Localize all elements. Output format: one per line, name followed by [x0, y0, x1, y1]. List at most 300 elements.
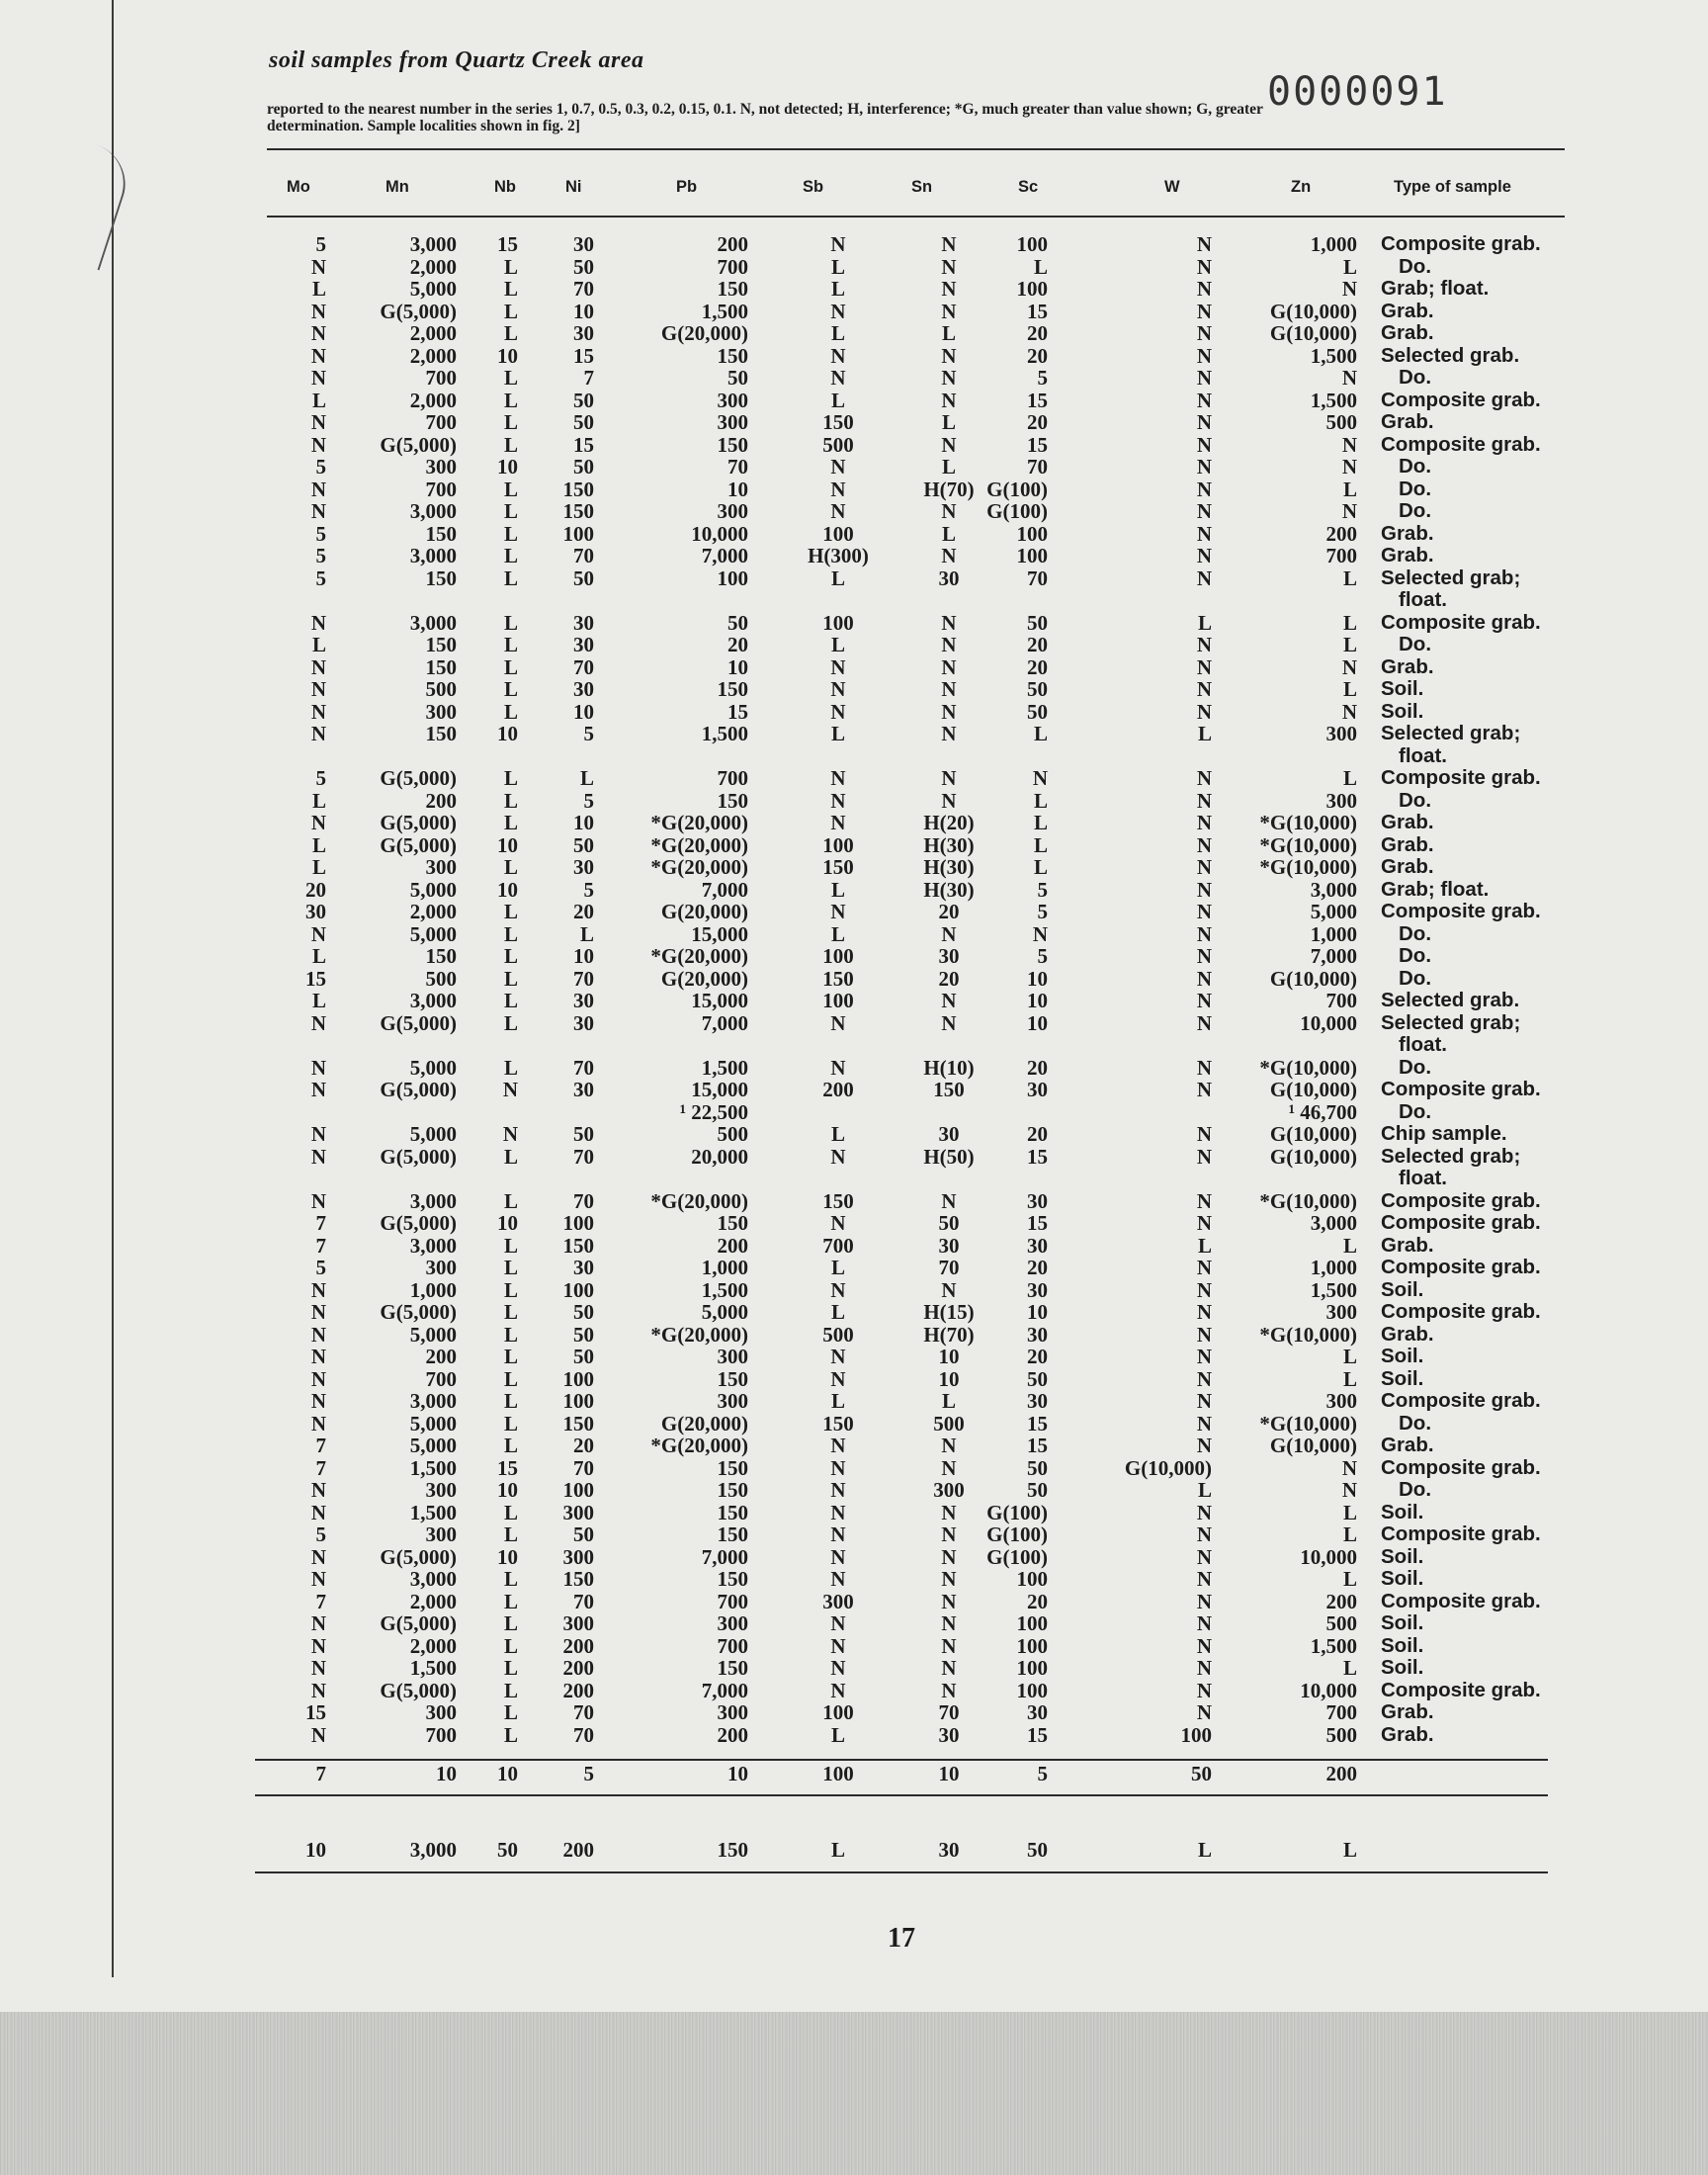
- cell-sn: 500: [933, 1412, 965, 1436]
- cell-sb: N: [830, 1501, 846, 1524]
- cell-w: N: [1196, 1434, 1212, 1457]
- cell-nb: L: [503, 1011, 518, 1035]
- cell-pb: 10: [727, 655, 748, 679]
- cell-sb: N: [830, 1656, 846, 1680]
- cell-ni: 50: [573, 410, 594, 434]
- cell-ni: 300: [562, 1545, 594, 1569]
- cell-pb: 300: [717, 389, 748, 412]
- cell-sb: 100: [822, 522, 854, 546]
- cell-sb: 100: [822, 944, 854, 968]
- cell-sn: 30: [938, 566, 960, 590]
- cell-sc: 70: [1027, 566, 1048, 590]
- cell-type: Soil.: [1381, 1501, 1424, 1523]
- cell-zn: *G(10,000): [1259, 855, 1357, 879]
- cell-w: N: [1196, 633, 1212, 656]
- cell-sn: 70: [938, 1256, 960, 1279]
- cell-zn: 500: [1325, 1723, 1357, 1747]
- cell-nb: 10: [497, 1762, 518, 1785]
- cell-nb: L: [503, 766, 518, 790]
- cell-type: Composite grab.: [1381, 766, 1541, 789]
- cell-sn: N: [941, 1545, 957, 1569]
- cell-mo: 5: [315, 566, 326, 590]
- cell-mo: 7: [315, 1434, 326, 1457]
- cell-nb: L: [503, 410, 518, 434]
- cell-sn: 300: [933, 1478, 965, 1502]
- cell-nb: L: [503, 1723, 518, 1747]
- cell-w: L: [1197, 722, 1212, 745]
- cell-zn: L: [1342, 1567, 1357, 1591]
- cell-ni: 15: [573, 344, 594, 368]
- cell-mn: 150: [425, 944, 457, 968]
- cell-sb: 700: [822, 1234, 854, 1258]
- cell-sc: 30: [1027, 1389, 1048, 1413]
- cell-sn: N: [941, 232, 957, 256]
- cell-ni: 20: [573, 1434, 594, 1457]
- cell-ni: 30: [573, 855, 594, 879]
- table-row: [0, 1680, 1708, 1701]
- cell-w: N: [1196, 900, 1212, 923]
- cell-mn: 1,500: [409, 1501, 457, 1524]
- cell-mo: L: [311, 633, 326, 656]
- cell-mo: N: [310, 1300, 326, 1324]
- cell-pb: 700: [717, 766, 748, 790]
- cell-type: Grab.: [1381, 1723, 1434, 1746]
- cell-sc: 15: [1027, 300, 1048, 323]
- cell-zn: L: [1342, 1656, 1357, 1680]
- cell-pb: 300: [717, 1700, 748, 1724]
- cell-type: Grab.: [1381, 410, 1434, 433]
- cell-mo: N: [310, 677, 326, 701]
- cell-mn: G(5,000): [380, 766, 457, 790]
- cell-mn: 700: [425, 1367, 457, 1391]
- cell-mn: 5,000: [409, 1412, 457, 1436]
- table-row: [0, 589, 1708, 611]
- cell-sc: G(100): [986, 1522, 1048, 1546]
- cell-nb: 10: [497, 833, 518, 857]
- cell-zn: G(10,000): [1269, 300, 1357, 323]
- cell-mo: 10: [305, 1838, 326, 1862]
- cell-sn: 20: [938, 967, 960, 991]
- cell-pb: 200: [717, 1234, 748, 1258]
- cell-type: Grab.: [1381, 544, 1434, 566]
- cell-zn: 500: [1325, 410, 1357, 434]
- cell-ni: 50: [573, 255, 594, 279]
- column-header-nb: Nb: [494, 178, 516, 196]
- cell-sb: N: [830, 811, 846, 834]
- cell-mn: 500: [425, 677, 457, 701]
- cell-sb: 300: [822, 1590, 854, 1613]
- column-header-sb: Sb: [803, 178, 824, 196]
- table-row: [0, 367, 1708, 389]
- cell-mo: 5: [315, 766, 326, 790]
- cell-sn: N: [941, 789, 957, 813]
- cell-pb: 20,000: [691, 1145, 748, 1169]
- cell-type: Composite grab.: [1381, 1211, 1541, 1234]
- cell-zn: 300: [1325, 1389, 1357, 1413]
- cell-mo: N: [310, 1011, 326, 1035]
- cell-zn: N: [1341, 1456, 1357, 1480]
- cell-ni: 30: [573, 677, 594, 701]
- cell-sc: L: [1033, 855, 1048, 879]
- cell-pb: 50: [727, 366, 748, 390]
- cell-ni: 70: [573, 655, 594, 679]
- cell-zn: L: [1342, 1345, 1357, 1368]
- cell-sc: L: [1033, 255, 1048, 279]
- cell-pb: 70: [727, 455, 748, 478]
- cell-zn: N: [1341, 1478, 1357, 1502]
- cell-sc: 100: [1016, 522, 1048, 546]
- cell-sb: 150: [822, 1189, 854, 1213]
- cell-mo: L: [311, 989, 326, 1012]
- table-row: [0, 1257, 1708, 1278]
- cell-zn: 3,000: [1310, 1211, 1357, 1235]
- table-row: [0, 478, 1708, 500]
- cell-zn: *G(10,000): [1259, 1412, 1357, 1436]
- cell-sc: L: [1033, 811, 1048, 834]
- cell-sb: L: [830, 1256, 846, 1279]
- cell-nb: L: [503, 1323, 518, 1347]
- table-row: [0, 1657, 1708, 1679]
- cell-w: N: [1196, 922, 1212, 946]
- cell-zn: G(10,000): [1269, 321, 1357, 345]
- cell-w: N: [1196, 1389, 1212, 1413]
- cell-sc: 100: [1016, 544, 1048, 567]
- cell-nb: 50: [497, 1838, 518, 1862]
- cell-pb: 50: [727, 611, 748, 635]
- cell-mn: G(5,000): [380, 1679, 457, 1702]
- cell-mo: N: [310, 1656, 326, 1680]
- cell-pb: 1,000: [701, 1256, 748, 1279]
- table-top-rule: [267, 148, 1565, 150]
- cell-zn: N: [1341, 277, 1357, 301]
- cell-mn: 150: [425, 722, 457, 745]
- cell-nb: L: [503, 811, 518, 834]
- cell-nb: L: [503, 1234, 518, 1258]
- cell-ni: 70: [573, 967, 594, 991]
- cell-nb: L: [503, 544, 518, 567]
- cell-zn: 10,000: [1300, 1679, 1357, 1702]
- cell-mo: N: [310, 366, 326, 390]
- cell-w: N: [1196, 478, 1212, 501]
- cell-zn: 200: [1325, 1762, 1357, 1785]
- cell-sc: 20: [1027, 321, 1048, 345]
- cell-sb: 150: [822, 967, 854, 991]
- cell-nb: N: [502, 1122, 518, 1146]
- cell-ni: 150: [562, 1567, 594, 1591]
- cell-sc: N: [1032, 766, 1048, 790]
- cell-nb: L: [503, 1189, 518, 1213]
- cell-sc: 100: [1016, 277, 1048, 301]
- cell-type: float.: [1399, 588, 1447, 611]
- cell-sn: H(30): [923, 833, 975, 857]
- cell-pb: 300: [717, 1389, 748, 1413]
- cell-sc: 5: [1037, 366, 1048, 390]
- cell-ni: 70: [573, 277, 594, 301]
- cell-nb: 10: [497, 1478, 518, 1502]
- table-row: [0, 1168, 1708, 1189]
- headnote-line-1: reported to the nearest number in the series 1, 0.7, 0.5, 0.3, 0.2, 0.15, 0.1. N, not detected; H, interference; *G, much greater than value shown; G, greater: [267, 101, 1263, 118]
- cell-w: 100: [1180, 1723, 1212, 1747]
- cell-nb: L: [503, 1256, 518, 1279]
- cell-sc: 30: [1027, 1323, 1048, 1347]
- table-row: [0, 1479, 1708, 1501]
- cell-zn: 1,500: [1310, 1278, 1357, 1302]
- cell-sc: 100: [1016, 1567, 1048, 1591]
- cell-mo: 20: [305, 878, 326, 902]
- cell-sb: N: [830, 455, 846, 478]
- cell-pb: G(20,000): [660, 321, 748, 345]
- cell-ni: 150: [562, 499, 594, 523]
- cell-mo: N: [310, 655, 326, 679]
- table-row: [0, 990, 1708, 1011]
- cell-ni: 10: [573, 700, 594, 724]
- cell-zn: 700: [1325, 544, 1357, 567]
- cell-mo: N: [310, 344, 326, 368]
- cell-zn: 1,500: [1310, 1634, 1357, 1658]
- cell-mn: 500: [425, 967, 457, 991]
- table-row: [0, 1435, 1708, 1456]
- cell-sb: N: [830, 478, 846, 501]
- cell-sn: N: [941, 433, 957, 457]
- cell-pb: 10,000: [691, 522, 748, 546]
- cell-sb: L: [830, 1122, 846, 1146]
- table-row: [0, 968, 1708, 990]
- cell-zn: 300: [1325, 1300, 1357, 1324]
- cell-mo: N: [310, 1345, 326, 1368]
- cell-mo: 5: [315, 1522, 326, 1546]
- column-header-sn: Sn: [911, 178, 933, 196]
- table-row: [0, 656, 1708, 678]
- table-row: [0, 322, 1708, 344]
- cell-sn: N: [941, 544, 957, 567]
- table-row: [0, 612, 1708, 634]
- cell-mo: N: [310, 1723, 326, 1747]
- cell-pb: 7,000: [701, 1545, 748, 1569]
- cell-type: Composite grab.: [1381, 1679, 1541, 1701]
- cell-nb: N: [502, 1078, 518, 1101]
- cell-sn: 150: [933, 1078, 965, 1101]
- cell-pb: 15: [727, 700, 748, 724]
- cell-mo: N: [310, 1611, 326, 1635]
- cell-sc: 50: [1027, 611, 1048, 635]
- cell-sb: 150: [822, 855, 854, 879]
- cell-pb: 1,500: [701, 1278, 748, 1302]
- cell-sb: N: [830, 1211, 846, 1235]
- cell-sn: H(20): [923, 811, 975, 834]
- cell-nb: L: [503, 633, 518, 656]
- cell-sn: N: [941, 1634, 957, 1658]
- cell-nb: L: [503, 566, 518, 590]
- cell-sc: 5: [1037, 1762, 1048, 1785]
- cell-sn: N: [941, 1567, 957, 1591]
- cell-type: Do.: [1399, 366, 1432, 389]
- cell-mn: 5,000: [409, 922, 457, 946]
- cell-mn: 3,000: [409, 232, 457, 256]
- cell-pb: 300: [717, 410, 748, 434]
- cell-sb: N: [830, 1522, 846, 1546]
- cell-type: Soil.: [1381, 677, 1424, 700]
- cell-w: N: [1196, 544, 1212, 567]
- table-row: [0, 879, 1708, 901]
- table-row: [0, 1079, 1708, 1100]
- cell-type: Selected grab;: [1381, 1011, 1521, 1034]
- cell-sb: N: [830, 1056, 846, 1080]
- cell-sb: L: [830, 722, 846, 745]
- cell-nb: L: [503, 1567, 518, 1591]
- cell-type: Selected grab.: [1381, 989, 1520, 1011]
- cell-mo: 30: [305, 900, 326, 923]
- cell-ni: 70: [573, 1189, 594, 1213]
- cell-type: Do.: [1399, 1412, 1432, 1435]
- cell-mo: N: [310, 1323, 326, 1347]
- cell-mn: 5,000: [409, 878, 457, 902]
- table-row: [0, 233, 1708, 255]
- cell-nb: L: [503, 989, 518, 1012]
- cell-mo: N: [310, 255, 326, 279]
- cell-mo: L: [311, 789, 326, 813]
- cell-mo: L: [311, 833, 326, 857]
- cell-type: Grab.: [1381, 855, 1434, 878]
- cell-type: Selected grab;: [1381, 722, 1521, 744]
- cell-type: Do.: [1399, 944, 1432, 967]
- cell-zn: L: [1342, 633, 1357, 656]
- cell-type: Do.: [1399, 922, 1432, 945]
- cell-sn: N: [941, 1522, 957, 1546]
- cell-ni: 70: [573, 544, 594, 567]
- cell-nb: L: [503, 922, 518, 946]
- cell-nb: L: [503, 300, 518, 323]
- cell-sn: N: [941, 277, 957, 301]
- cell-pb: G(20,000): [660, 967, 748, 991]
- cell-ni: 100: [562, 1278, 594, 1302]
- cell-w: N: [1196, 389, 1212, 412]
- cell-mo: N: [310, 1122, 326, 1146]
- cell-sn: N: [941, 1679, 957, 1702]
- cell-zn: *G(10,000): [1259, 811, 1357, 834]
- cell-zn: 700: [1325, 989, 1357, 1012]
- cell-pb: 150: [717, 789, 748, 813]
- cell-mo: N: [310, 1567, 326, 1591]
- table-row: [0, 723, 1708, 744]
- cell-pb: *G(20,000): [650, 833, 748, 857]
- cell-w: N: [1196, 1056, 1212, 1080]
- cell-w: N: [1196, 366, 1212, 390]
- cell-sc: 15: [1027, 1412, 1048, 1436]
- cell-mo: N: [310, 1634, 326, 1658]
- cell-zn: *G(10,000): [1259, 1323, 1357, 1347]
- cell-nb: 15: [497, 232, 518, 256]
- cell-sb: L: [830, 321, 846, 345]
- cell-sn: N: [941, 1656, 957, 1680]
- cell-w: N: [1196, 1278, 1212, 1302]
- cell-mo: N: [310, 1367, 326, 1391]
- table-row: [0, 1368, 1708, 1390]
- cell-sb: N: [830, 1634, 846, 1658]
- table-row: [0, 256, 1708, 278]
- summary-bottom-rule: [255, 1871, 1548, 1873]
- cell-mn: 1,500: [409, 1456, 457, 1480]
- cell-w: N: [1196, 1323, 1212, 1347]
- running-head: soil samples from Quartz Creek area: [269, 47, 644, 73]
- cell-mo: 7: [315, 1211, 326, 1235]
- table-row: [0, 1763, 1708, 1784]
- cell-nb: L: [503, 611, 518, 635]
- summary-top-rule: [255, 1759, 1548, 1761]
- cell-mo: N: [310, 1412, 326, 1436]
- headnote-line-2: determination. Sample localities shown in fig. 2]: [267, 118, 580, 134]
- table-row: [0, 1523, 1708, 1545]
- cell-pb: 150: [717, 1501, 748, 1524]
- column-header-pb: Pb: [676, 178, 698, 196]
- cell-nb: L: [503, 855, 518, 879]
- cell-sb: 150: [822, 1412, 854, 1436]
- cell-sb: 100: [822, 833, 854, 857]
- cell-mn: G(5,000): [380, 1078, 457, 1101]
- cell-sn: N: [941, 700, 957, 724]
- cell-type: Composite grab.: [1381, 900, 1541, 922]
- cell-type: Do.: [1399, 255, 1432, 278]
- cell-ni: 200: [562, 1634, 594, 1658]
- cell-sb: L: [830, 389, 846, 412]
- cell-type: Selected grab;: [1381, 566, 1521, 589]
- cell-sn: N: [941, 1434, 957, 1457]
- cell-pb: 1,500: [701, 300, 748, 323]
- cell-sn: H(30): [923, 855, 975, 879]
- cell-ni: 30: [573, 232, 594, 256]
- cell-sn: 70: [938, 1700, 960, 1724]
- cell-type: Soil.: [1381, 1634, 1424, 1657]
- cell-mn: 5,000: [409, 1434, 457, 1457]
- cell-mo: N: [310, 811, 326, 834]
- cell-nb: 10: [497, 455, 518, 478]
- cell-type: Grab.: [1381, 1700, 1434, 1723]
- cell-pb: 700: [717, 1634, 748, 1658]
- cell-w: N: [1196, 1145, 1212, 1169]
- table-row: [0, 767, 1708, 789]
- cell-zn: G(10,000): [1269, 1434, 1357, 1457]
- cell-ni: 200: [562, 1679, 594, 1702]
- cell-sc: 20: [1027, 633, 1048, 656]
- cell-ni: 100: [562, 1367, 594, 1391]
- cell-sb: N: [830, 655, 846, 679]
- cell-ni: 5: [583, 878, 594, 902]
- cell-pb: 100: [717, 566, 748, 590]
- table-row: [0, 301, 1708, 322]
- cell-w: N: [1196, 1501, 1212, 1524]
- cell-mn: 2,000: [409, 344, 457, 368]
- table-row: [0, 1502, 1708, 1523]
- table-row: [0, 1301, 1708, 1323]
- cell-nb: L: [503, 1389, 518, 1413]
- cell-mo: L: [311, 855, 326, 879]
- table-row: [0, 1012, 1708, 1034]
- cell-zn: 300: [1325, 722, 1357, 745]
- table-row: [0, 1457, 1708, 1479]
- cell-sn: H(70): [923, 1323, 975, 1347]
- cell-ni: 50: [573, 1323, 594, 1347]
- cell-mn: 2,000: [409, 255, 457, 279]
- cell-nb: L: [503, 1656, 518, 1680]
- cell-ni: 10: [573, 300, 594, 323]
- cell-w: L: [1197, 1838, 1212, 1862]
- cell-type: Soil.: [1381, 700, 1424, 723]
- cell-pb: 15,000: [691, 1078, 748, 1101]
- cell-type: Do.: [1399, 789, 1432, 812]
- cell-zn: L: [1342, 1522, 1357, 1546]
- table-row: [0, 1701, 1708, 1723]
- cell-sc: 30: [1027, 1700, 1048, 1724]
- cell-sn: 30: [938, 944, 960, 968]
